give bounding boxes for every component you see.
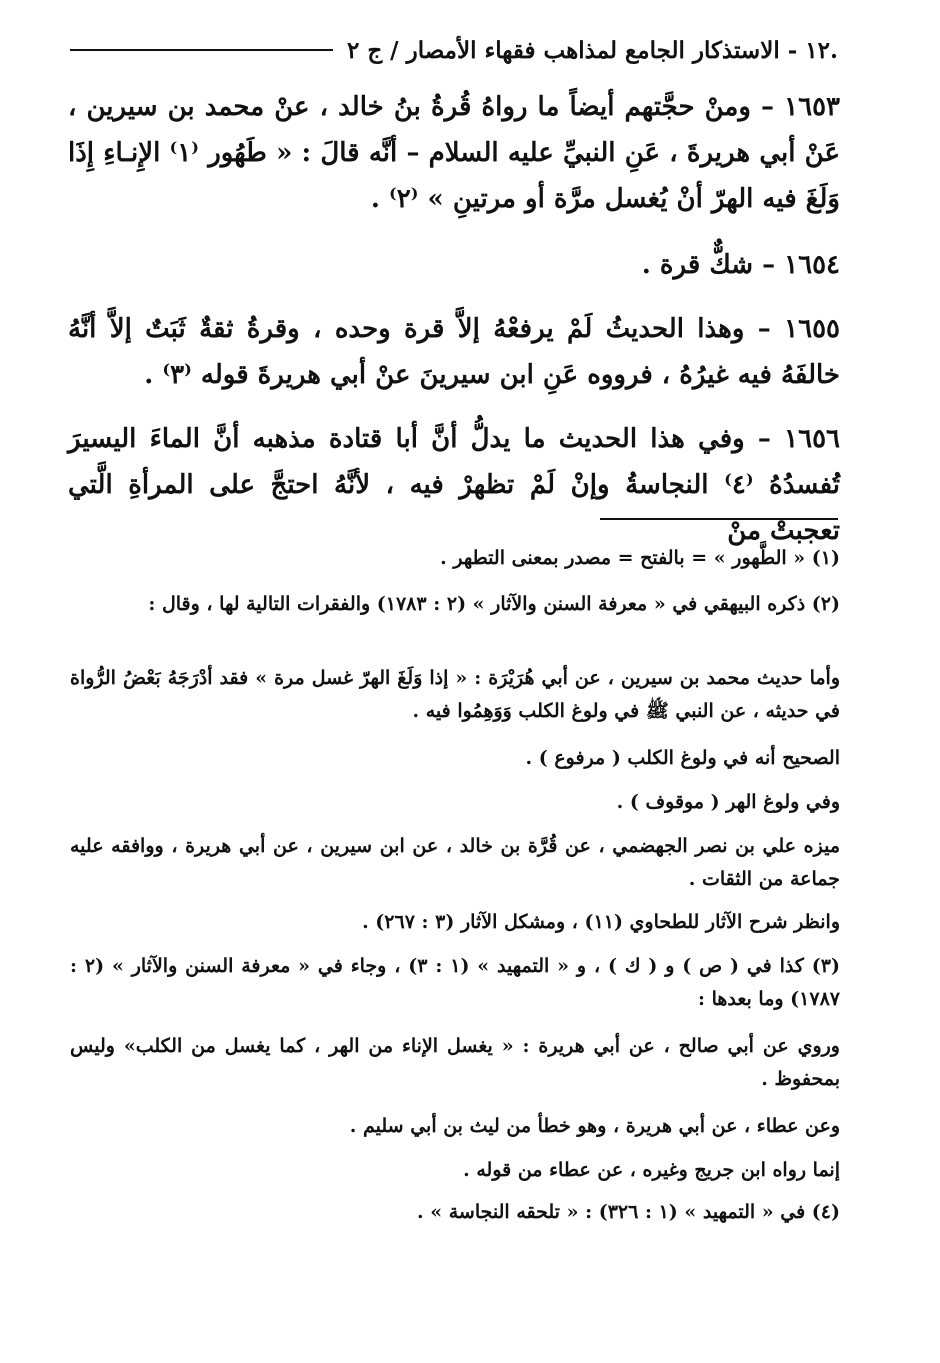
paragraph-1655: ١٦٥٥ – وهذا الحديثُ لَمْ يرفعْهُ إلاَّ قرة وحده ، وقرةُ ثقةٌ ثَبَتٌ إلاَّ أنَّهُ خالفَهُ فيه غيرُهُ ، فرووه عَنِ ابن سيرينَ عنْ أبي هريرةَ قوله ⁽٣⁾ . bbox=[68, 314, 840, 390]
footnote-2-unzur: وانظر شرح الآثار للطحاوي (١١) ، ومشكل الآثار (٣ : ٢٦٧) . bbox=[362, 911, 840, 933]
footnote-1: (١) « الطَّهور » = بالفتح = مصدر بمعنى التطهر . bbox=[440, 547, 840, 569]
running-header bbox=[70, 30, 838, 70]
paragraph-1653: ١٦٥٣ – ومنْ حجَّتهم أيضاً ما رواهُ قُرةُ بنُ خالد ، عنْ محمد بن سيرين ، عَنْ أبي هريرةَ ، عَنِ النبيِّ عليه السلام – أنَّه قالَ : « طَهُور ⁽١⁾ الإِنـاءِ إِذَا وَلَغَ فيه الهرّ أنْ يُغسل مرَّة أو مرتينِ » ⁽٢⁾ . bbox=[68, 92, 840, 214]
footnote-2: (٢) ذكره البيهقي في « معرفة السنن والآثار » (٢ : ١٧٨٣) والفقرات التالية لها ، وقال : bbox=[148, 593, 840, 615]
footnote-2-mayyazahu: ميزه علي بن نصر الجهضمي ، عن قُرَّة بن خالد ، عن ابن سيرين ، عن أبي هريرة ، ووافقه عليه جماعة من الثقات . bbox=[70, 835, 840, 890]
paragraph-1656: ١٦٥٦ – وفي هذا الحديث ما يدلُّ أنَّ أبا قتادة مذهبه أنَّ الماءَ اليسيرَ تُفسدُهُ ⁽٤⁾ النجاسةُ وإنْ لَمْ تظهرْ فيه ، لأنَّهُ احتجَّ على المرأةِ الَّتي تعجبتْ منْ bbox=[68, 424, 840, 546]
running-header-title: .١٢ - الاستذكار الجامع لمذاهب فقهاء الأمصار / ج ٢ bbox=[346, 36, 838, 64]
header-rule bbox=[70, 49, 333, 51]
footnote-3: (٣) كذا في ( ص ) و ( ك ) ، و « التمهيد » (١ : ٣) ، وجاء في « معرفة السنن والآثار » (٢ : ١٧٨٧) وما بعدها : bbox=[70, 955, 840, 1010]
footnote-separator bbox=[600, 518, 838, 520]
paragraph-1654: ١٦٥٤ – شكٌّ قرة . bbox=[641, 250, 840, 280]
footnote-2-sahih: الصحيح أنه في ولوغ الكلب ( مرفوع ) . bbox=[525, 747, 840, 769]
footnote-4: (٤) في « التمهيد » (١ : ٣٢٦) : « تلحقه النجاسة » . bbox=[417, 1201, 840, 1223]
footnote-3-abu-salih: وروي عن أبي صالح ، عن أبي هريرة : « يغسل الإناء من الهر ، كما يغسل من الكلب» وليس بمحفوظ . bbox=[70, 1035, 840, 1090]
footnote-2-mawquf: وفي ولوغ الهر ( موقوف ) . bbox=[616, 791, 840, 813]
footnote-3-ata: وعن عطاء ، عن أبي هريرة ، وهو خطأ من ليث بن أبي سليم . bbox=[349, 1115, 840, 1137]
footnote-3-ibn-jurayj: إنما رواه ابن جريج وغيره ، عن عطاء من قوله . bbox=[463, 1159, 840, 1181]
footnote-2-quote: وأما حديث محمد بن سيرين ، عن أبي هُرَيْرَة : « إذا وَلَغَ الهرّ غسل مرة » فقد أدْرَجَهُ بَعْضُ الرُّواة في حديثه ، عن النبي ﷺ في ولوغ الكلب وَوَهِمُوا فيه . bbox=[70, 667, 840, 722]
